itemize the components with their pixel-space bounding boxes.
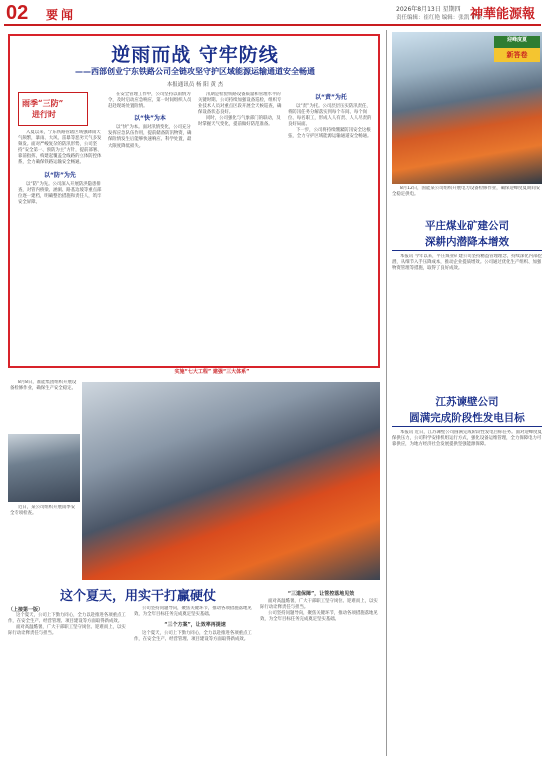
column-divider (386, 30, 387, 756)
lead-col-1 (18, 130, 102, 362)
section-name: 要闻 (46, 8, 77, 22)
lead-col2-para: 在安全管理工作中，公司坚持以雨情为令，及时启动应急响应，第一时间组织人员赶赴现场处置险情。 (108, 92, 192, 110)
lead-headline: 逆雨而战 守牢防线 (111, 44, 279, 66)
column-badge-line1: 雨季“三防” (22, 98, 64, 108)
section-title: 以“防”为先 (44, 171, 76, 179)
lead-col4-para: 下一步，公司将持续绷紧防汛安全这根弦，全力守护区域能源运输通道安全畅通。 (288, 128, 372, 140)
summer-sub: “三个方案”，让效率再提速 (164, 622, 226, 629)
caption-text: 8月8日，准能集团组织开展设备检修作业，确保生产安全稳定。 (10, 380, 77, 392)
right-story1-title: 平庄煤业矿建公司 (425, 220, 509, 232)
lead-col2-para: 以“快”为本。面对汛情变化，公司充分发挥应急队伍作用，提前储备防汛物资，确保险情发生后能够快速响应、科学处置，最大限度降低损失。 (108, 125, 192, 149)
lead-col1-para: 入夏以来，宁东铁路管辖区域强降雨天气频繁，暴雨、大风、雷暴等恶劣天气多发频发。面对严峻复杂的防汛形势，公司坚持“安全第一、预防为主”方针，提前部署、靠前指挥，构建起覆盖全线路的立体防控体系，全力确保铁路运输安全畅通。 (18, 130, 102, 166)
right-story2-rule (392, 426, 542, 427)
lead-byline: 本报通讯员 杨 阳 黄 杰 (166, 82, 224, 88)
slogan-strip: 实施“七大工程” 建强“三大体系” (174, 369, 250, 375)
lead-col1-para: 以“防”为先。公司深入开展防洪隐患排查，对管内桥梁、涵洞、路基边坡等重点部位逐一建档，明确整治措施和责任人，筑牢安全屏障。 (18, 181, 102, 205)
column-badge-text (22, 98, 63, 120)
lead-col-4 (288, 92, 374, 362)
right-story2-title: 江苏谏壁公司 (435, 396, 499, 408)
summer-para: 这个夏天，公司上下勠力同心，全力以赴推进各项重点工作，在安全生产、经营管理、项目建设等方面取得新成效。 (134, 631, 252, 643)
summer-para: 面对高温酷暑，广大干部职工坚守岗位、迎难而上，以实际行动诠释责任与担当。 (260, 599, 378, 611)
section-title: 以“快”为本 (134, 115, 166, 123)
badge-bottom: 新答卷 (494, 48, 540, 62)
summer-col-2 (134, 606, 256, 756)
page-number: 02 (6, 2, 29, 24)
summer-sub: “三道保障”，让管控落地见效 (287, 591, 355, 597)
caption-text: 8月12日，国能某公司组织开展电力设备检修作业，确保迎峰度夏期间安全稳定供电。 (392, 186, 541, 198)
header-rule (4, 24, 541, 26)
lead-col4-para: 以“责”为托。公司层层压实防汛责任，将防汛任务分解落实到每个车间、每个岗位、每名职工，形成人人有责、人人尽责的良好局面。 (288, 104, 372, 128)
right-story1-subtitle: 深耕内潜降本增效 (425, 236, 509, 248)
right-story2-body (392, 430, 542, 756)
photo-main (82, 382, 380, 580)
story-para: 本报讯 近日，江苏谏壁公司圆满完成阶段性发电目标任务。面对迎峰度夏保供压力，公司科学安排机组运行方式，强化设备运维管理，全力保障电力可靠供应，为地方经济社会发展提供坚强能源保障。 (392, 430, 542, 448)
summer-col-1 (8, 606, 130, 756)
summer-para: 面对高温酷暑，广大干部职工坚守岗位、迎难而上，以实际行动诠释责任与担当。 (8, 625, 126, 637)
right-story2-subtitle: 圆满完成阶段性发电目标 (409, 412, 525, 424)
right-story1-body (392, 254, 542, 394)
paper-logo: 神華能源報 (470, 7, 536, 22)
summer-para: 公司坚持问题导向，聚焦关键环节，推动各项措施落地见效，为全年目标任务完成奠定坚实基础。 (260, 611, 378, 623)
section-title: 以“责”为托 (315, 94, 347, 101)
photo-caption-main (10, 380, 78, 430)
summer-col-3 (260, 588, 382, 756)
lead-col-2 (108, 92, 192, 362)
summer-para: 这个夏天，公司上下勠力同心，全力以赴推进各项重点工作，在安全生产、经营管理、项目建设等方面取得新成效。 (8, 613, 126, 625)
editor-meta: 责任编辑：崔红艳 编辑：张凯 审读： (396, 15, 488, 21)
column-badge-line2: 进行时 (32, 109, 56, 119)
photo-left (8, 434, 80, 502)
right-photo-caption (392, 186, 542, 212)
photo-caption-left (10, 505, 78, 577)
story-para: 本报讯 今年以来，平庄煤业矿建公司坚持精益管理理念，持续深化内部挖潜，从细节入手压降成本，推动企业提质增效。公司通过优化生产组织、加强物资管理等措施，取得了良好成效。 (392, 254, 542, 272)
right-story1-rule (392, 250, 542, 251)
summer-sub: （上接第一版） (8, 607, 44, 613)
summer-headline: 这个夏天，用实干打赢硬仗 (60, 589, 217, 604)
lead-col-3 (198, 92, 282, 362)
badge-top: 迎峰度夏 (494, 36, 540, 62)
lead-col3-para: 汛期是检验铁路设备质量和管理水平的关键时期。公司持续加强设备巡检，组织专业技术人员对重点区段开展全天候巡查，确保设备状态良好。 (198, 92, 282, 116)
issue-date: 2026年8月13日 星期四 (396, 6, 461, 13)
lead-col3-para: 同时，公司强化与气象部门的联动，及时掌握天气变化，提前做好防范准备。 (198, 116, 281, 128)
summer-para: 公司坚持问题导向，聚焦关键环节，推动各项措施落地见效，为全年目标任务完成奠定坚实基础。 (134, 606, 252, 618)
caption-text: 近日，某公司组织开展雨季安全专项检查。 (10, 505, 76, 517)
lead-subheadline: ——西部创业宁东铁路公司全链攻坚守护区域能源运输通道安全畅通 (75, 67, 315, 76)
